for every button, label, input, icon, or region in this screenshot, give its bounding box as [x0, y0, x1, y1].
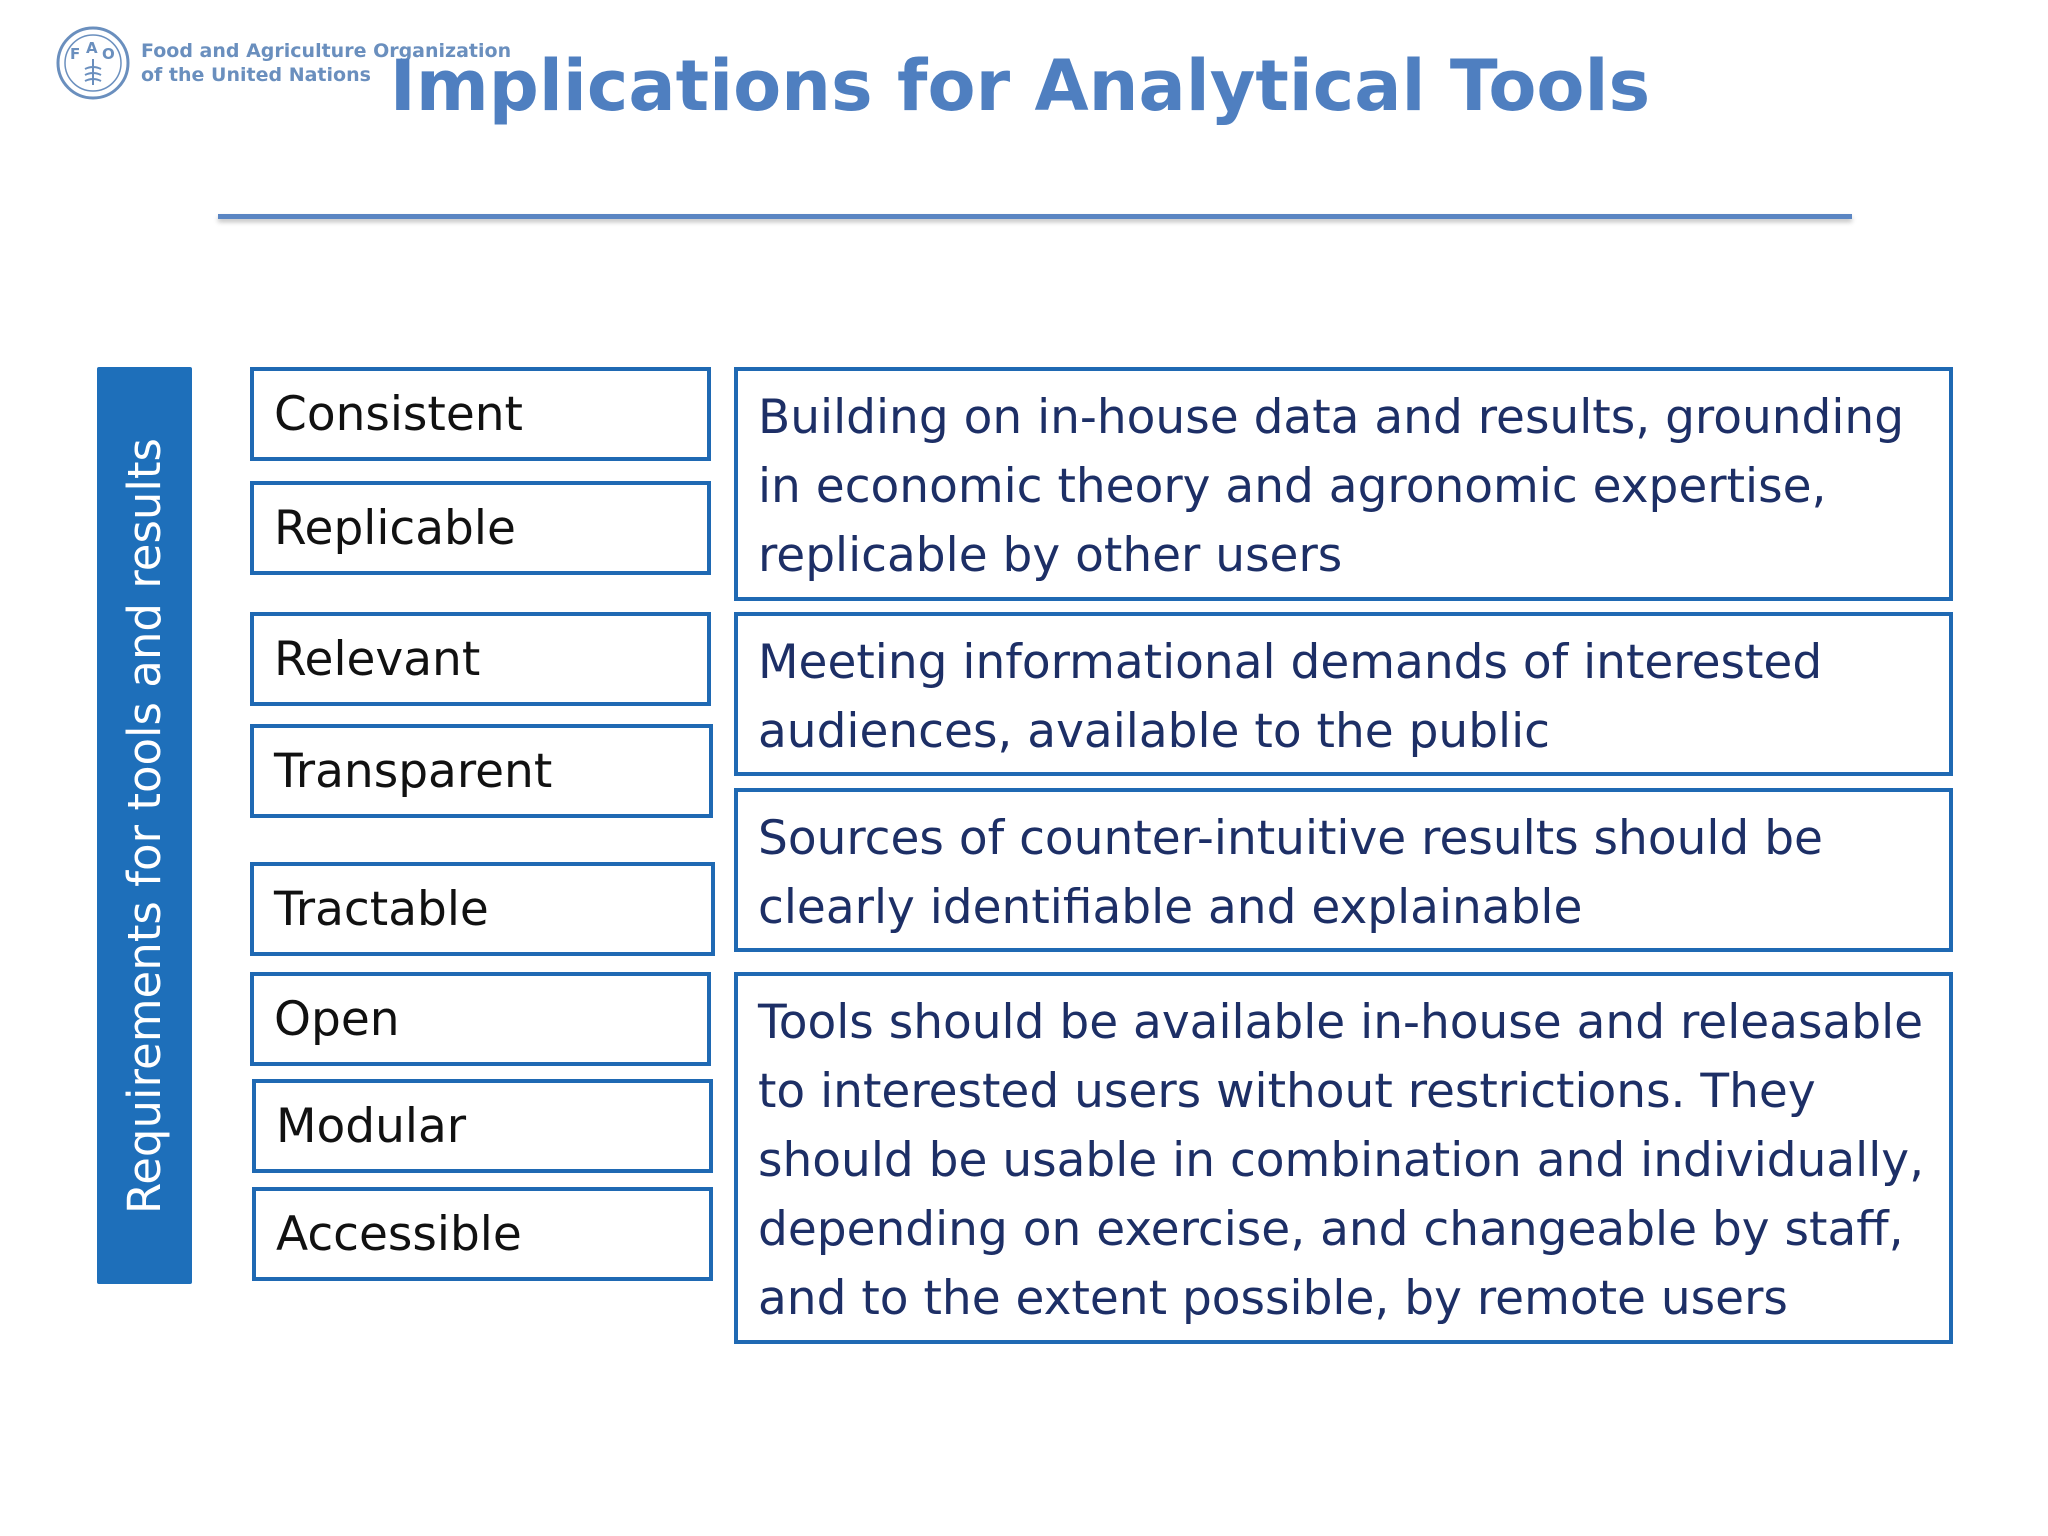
logo-line-1: Food and Agriculture Organization — [141, 40, 512, 62]
requirements-side-label: Requirements for tools and results — [117, 437, 171, 1214]
description-line: Tools should be available in-house and releasable — [758, 995, 1924, 1050]
description-line: replicable by other users — [758, 528, 1343, 583]
fao-emblem-icon — [55, 25, 131, 101]
term-transparent: Transparent — [250, 724, 713, 818]
logo-line-2: of the United Nations — [141, 64, 371, 86]
description-line: Meeting informational demands of interested — [758, 635, 1823, 690]
description-line: to interested users without restrictions. They — [758, 1064, 1816, 1119]
description-line: and to the extent possible, by remote users — [758, 1271, 1788, 1326]
term-open: Open — [250, 972, 711, 1066]
term-consistent: Consistent — [250, 367, 711, 461]
requirements-side-bar — [97, 367, 192, 1284]
svg-text:F: F — [70, 45, 81, 63]
description-box-3 — [734, 788, 1953, 952]
description-line: Sources of counter-intuitive results should be — [758, 811, 1823, 866]
description-box-4 — [734, 972, 1953, 1344]
page-title: Implications for Analytical Tools — [389, 45, 1651, 127]
description-line: audiences, available to the public — [758, 704, 1551, 759]
term-relevant: Relevant — [250, 612, 711, 706]
description-line: should be usable in combination and individually, — [758, 1133, 1925, 1188]
title-divider — [218, 214, 1852, 219]
term-replicable: Replicable — [250, 481, 711, 575]
description-line: clearly identifiable and explainable — [758, 880, 1583, 935]
description-line: depending on exercise, and changeable by staff, — [758, 1202, 1904, 1257]
svg-text:O: O — [102, 45, 115, 63]
term-accessible: Accessible — [252, 1187, 713, 1281]
svg-text:A: A — [86, 39, 98, 57]
term-modular: Modular — [252, 1079, 713, 1173]
description-line: Building on in-house data and results, grounding — [758, 390, 1905, 445]
description-line: in economic theory and agronomic expertise, — [758, 459, 1827, 514]
description-box-2 — [734, 612, 1953, 776]
term-tractable: Tractable — [250, 862, 715, 956]
description-box-1 — [734, 367, 1953, 601]
